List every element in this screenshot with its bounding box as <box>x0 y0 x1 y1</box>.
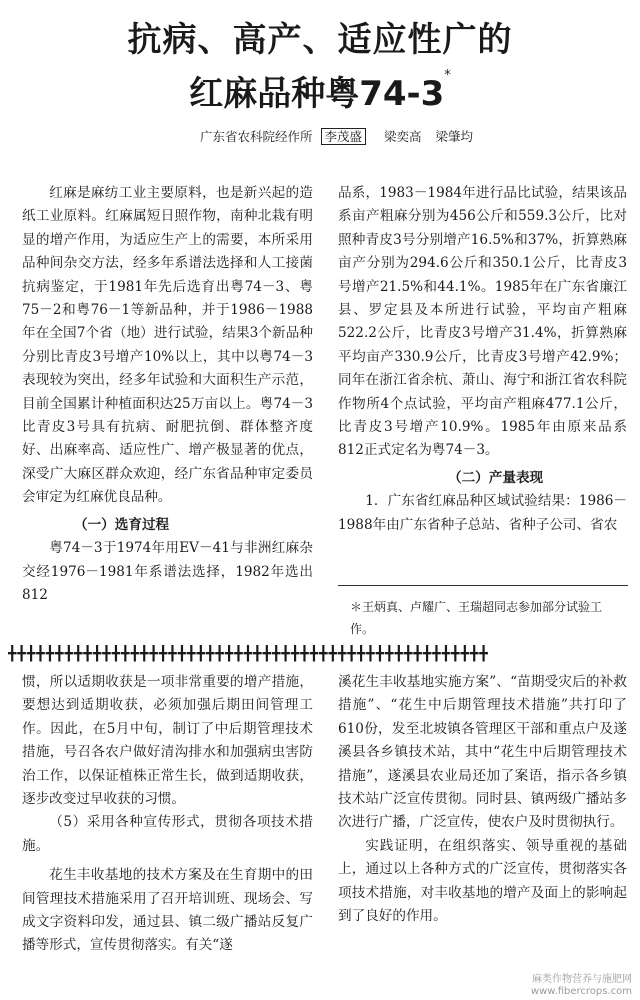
materials-paragraph: 溪花生丰收基地实施方案”、“苗期受灾后的补救措施”、“花生中后期管理技术措施”共打印了610份，发至北坡镇各管理区干部和重点户及遂溪县各乡镇技术站，其中“花生中后期管理技术措施”，遂溪县农业局还加了案语，指示各乡镇技术站广泛宣传贯彻。同时县、镇两级广播站多次进行广播，广泛宣传，使农户及时贯彻执行。 <box>338 674 627 831</box>
bottom-left-column <box>22 671 313 958</box>
publicity-paragraph: 花生丰收基地的技术方案及在生育期中的田间管理技术措施采用了召开培训班、现场会、写成文字资料印发，通过县、镇二级广播站反复广播等形式，宣传贯彻落实。有关“遂 <box>22 867 313 954</box>
title-footnote-mark: * <box>444 68 451 83</box>
article-title-line1: 抗病、高产、适应性广的 <box>127 20 513 60</box>
harvest-paragraph: 惯，所以适期收获是一项非常重要的增产措施，要想达到适期收获，必须加强后期田间管理工作。因此，在5月中旬，制订了中后期管理技术措施，号召各农户做好清沟排水和加强病虫害防治工作，以保证植株正常生长，做到适期收获，逐步改变过早收获的习惯。 <box>22 674 313 808</box>
author-name-3: 梁肇均 <box>435 129 474 144</box>
title-text: 红麻品种粤74-3 <box>189 74 445 114</box>
author-name-1: 李茂盛 <box>321 128 367 145</box>
top-right-column <box>338 182 627 537</box>
footnote-rule <box>338 585 628 586</box>
regional-trial-paragraph: 1．广东省红麻品种区域试验结果：1986－1988年由广东省种子总站、省种子公司、省农 <box>338 493 627 533</box>
site-watermark <box>531 974 632 998</box>
top-left-column <box>22 182 313 607</box>
section-divider: ╋╋╋╋╋╋╋╋╋╋╋╋╋╋╋╋╋╋╋╋╋╋╋╋╋╋╋╋╋╋╋╋╋╋╋╋╋╋╋╋╋╋╋╋╋╋╋╋╋╋╋ <box>8 646 489 662</box>
article-title-line2 <box>0 66 640 115</box>
section-heading-breeding: （一）选育过程 <box>74 516 170 533</box>
conclusion-paragraph: 实践证明，在组织落实、领导重视的基础上，通过以上各种方式的广泛宣传，贯彻落实各项技术措施，对丰收基地的增产及面上的影响起到了良好的作用。 <box>338 837 627 925</box>
author-name-2: 梁奕高 <box>384 129 422 144</box>
section-heading-yield: （二）产量表现 <box>448 469 544 486</box>
publicity-item: （5）采用各种宣传形式，贯彻各项技术措施。 <box>22 814 313 854</box>
intro-paragraph: 红麻是麻纺工业主要原料，也是新兴起的造纸工业原料。红麻属短日照作物，南种北栽有明显的增产作用，为适应生产上的需要，本所采用品种间杂交方法，经多年系谱法选择和人工接菌抗病鉴定，于1981年先后选育出粤74－3、粤75－2和粤76－1等新品种，并于1986－1988年在全国7个省（地）进行试验，结果3个新品种分别比青皮3号增产10%以上，其中以粤74－3表现较为突出，经多年试验和大面积生产示范，目前全国累计种植面积达25万亩以上。粤74－3比青皮3号具有抗病、耐肥抗倒、群体整齐度好、出麻率高、适应性广、增产极显著的优点，深受广大麻区群众欢迎，经广东省品种审定委员会审定为红麻优良品种。 <box>22 185 313 506</box>
footnote: ＊王炳真、卢耀广、王瑞超同志参加部分试验工作。 <box>350 600 603 636</box>
breeding-paragraph: 粤74－3于1974年用EV－41与非洲红麻杂交经1976－1981年系谱法选择，1982年选出812 <box>22 540 313 603</box>
watermark-site-name: 麻类作物营养与施肥网 <box>532 974 632 985</box>
bottom-right-column <box>338 671 627 928</box>
yield-trial-paragraph: 品系，1983－1984年进行品比试验，结果该品系亩产粗麻分别为456公斤和559.3公斤，比对照种青皮3号分别增产16.5%和37%，折算熟麻亩产分别为294.6公斤和350.1公斤，比青皮3号增产21.5%和44.1%。1985年在广东省廉江县、罗定县及本所进行试验，平均亩产粗麻522.2公斤，比青皮3号增产31.4%，折算熟麻平均亩产330.9公斤，比青皮3号增产42.9%；同年在浙江省余杭、萧山、海宁和浙江省农科院作物所4个点试验，平均亩产粗麻477.1公斤，比青皮3号增产10.9%。1985年由原来品系812正式定名为粤74－3。 <box>338 185 627 459</box>
author-institute: 广东省农科院经作所 <box>200 129 313 144</box>
author-line <box>200 127 473 145</box>
watermark-url: www.fibercrops.com <box>530 986 632 997</box>
